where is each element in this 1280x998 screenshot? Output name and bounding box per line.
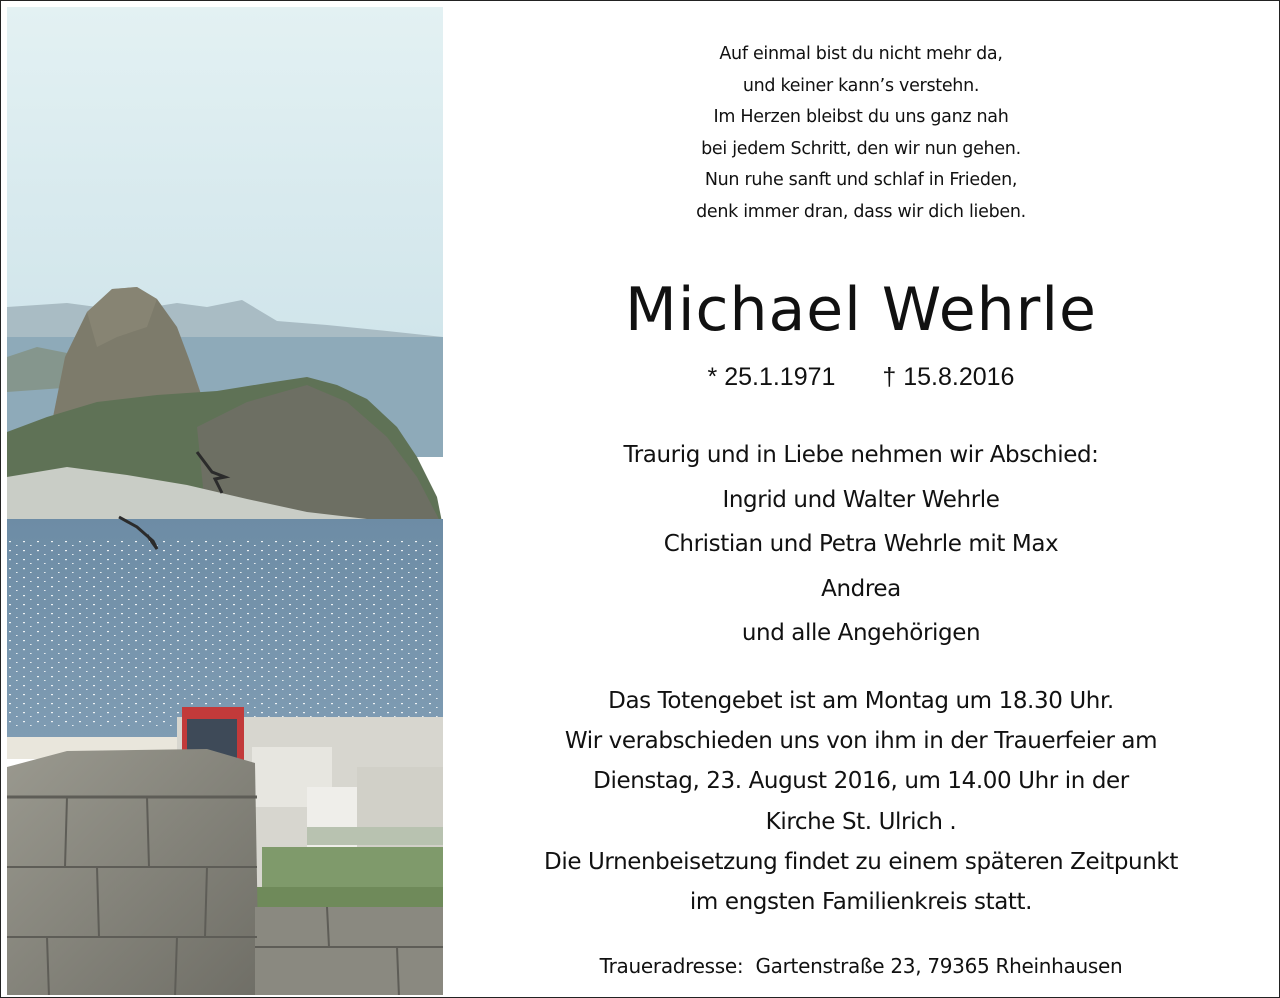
mourning-address (443, 948, 1279, 984)
service-line: Wir verabschieden uns von ihm in der Trauerfeier am (564, 728, 1158, 755)
poem-line: denk immer dran, dass wir dich lieben. (696, 201, 1026, 222)
deceased-name: Michael Wehrle (625, 275, 1097, 345)
service-line: Dienstag, 23. August 2016, um 14.00 Uhr in der (593, 768, 1129, 795)
poem-line: bei jedem Schritt, den wir nun gehen. (701, 138, 1021, 159)
mourner-line: und alle Angehörigen (741, 620, 981, 646)
stone-wall (7, 749, 259, 995)
service-line: Das Totengebet ist am Montag um 18.30 Uhr. (608, 688, 1114, 714)
poem-line: Auf einmal bist du nicht mehr da, (719, 44, 1003, 64)
death-date: † 15.8.2016 (882, 363, 1015, 391)
poem-line: Im Herzen bleibst du uns ganz nah (713, 107, 1009, 127)
bay-landscape-image (7, 7, 443, 995)
birth-date: * 25.1.1971 (707, 363, 836, 391)
mourners-list (443, 433, 1279, 656)
memorial-poem (443, 39, 1279, 228)
obituary-text (443, 1, 1279, 997)
service-line: Kirche St. Ulrich . (765, 808, 957, 835)
landscape-photo (7, 7, 443, 995)
service-line: im engsten Familienkreis statt. (689, 889, 1033, 916)
service-line: Die Urnenbeisetzung findet zu einem späteren Zeitpunkt (544, 848, 1178, 875)
mourners-intro: Traurig und in Liebe nehmen wir Abschied: (623, 442, 1099, 468)
mourner-line: Ingrid und Walter Wehrle (722, 486, 1000, 513)
poem-line: Nun ruhe sanft und schlaf in Frieden, (704, 170, 1018, 190)
mourner-line: Christian und Petra Wehrle mit Max (663, 531, 1059, 557)
address-label: Traueradresse: (599, 954, 744, 978)
service-details (443, 681, 1279, 922)
address-value: Gartenstraße 23, 79365 Rheinhausen (755, 954, 1123, 978)
poem-line: und keiner kann’s verstehn. (742, 75, 980, 96)
life-dates (443, 359, 1279, 395)
mourner-line: Andrea (821, 575, 901, 602)
